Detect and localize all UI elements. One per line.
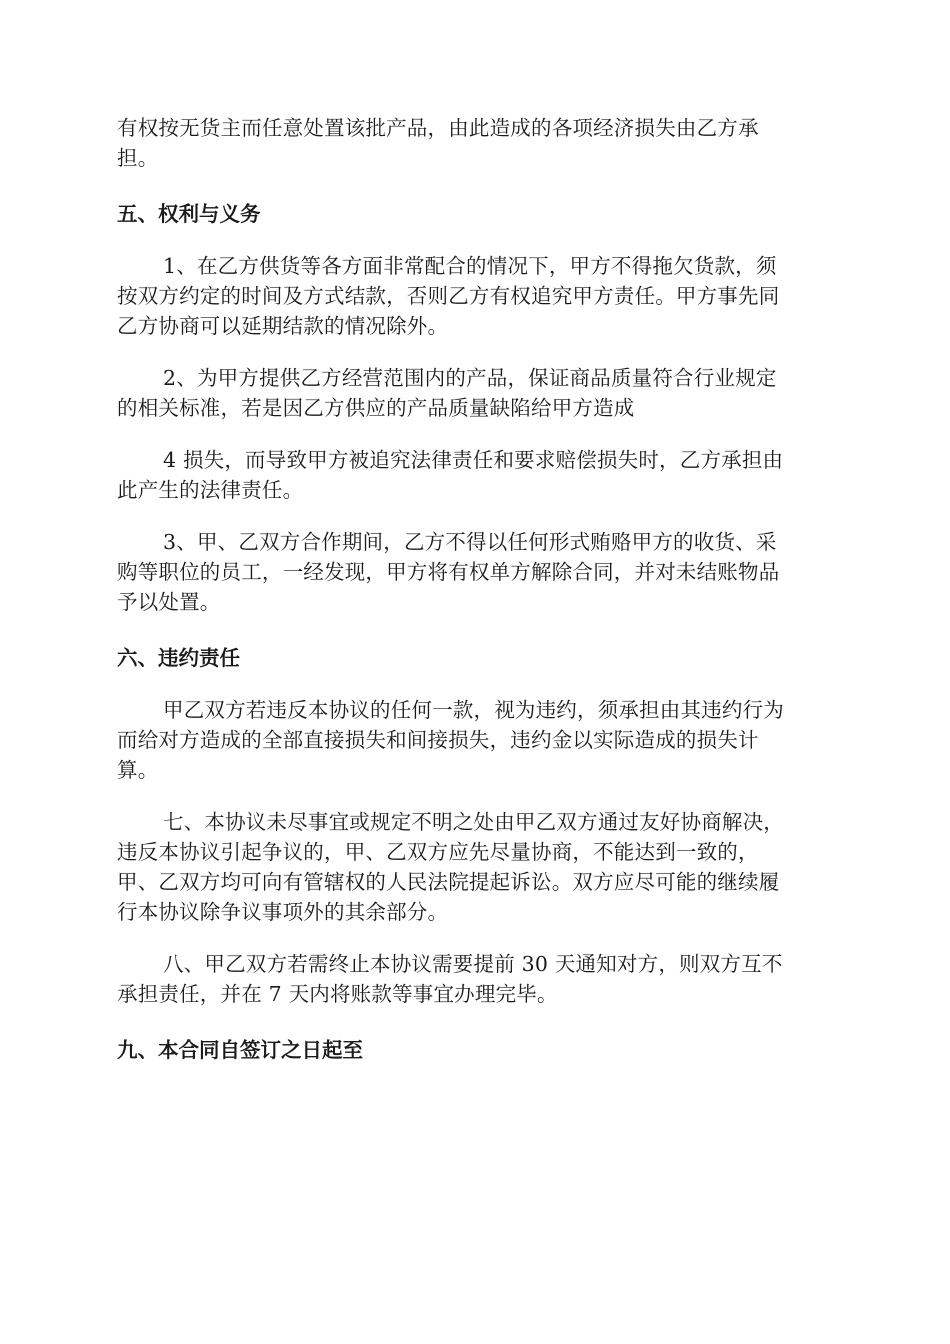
text-line: 的相关标准，若是因乙方供应的产品质量缺陷给甲方造成 [117,396,635,420]
paragraph [117,807,833,927]
text-line: 有权按无货主而任意处置该批产品，由此造成的各项经济损失由乙方承 [117,116,759,140]
text-line: 而给对方造成的全部直接损失和间接损失，违约金以实际造成的损失计 [117,728,759,752]
text-line: 八、甲乙双方若需终止本协议需要提前 30 天通知对方，则双方互不 [163,952,783,976]
section-heading: 九、本合同自签订之日起至 [117,1038,363,1062]
section-heading: 五、权利与义务 [117,202,261,226]
paragraph [117,695,833,785]
text-line: 购等职位的员工，一经发现，甲方将有权单方解除合同，并对未结账物品 [117,560,780,584]
document-page [117,113,833,1065]
text-line: 1、在乙方供货等各方面非常配合的情况下，甲方不得拖欠货款，须 [163,254,777,278]
text-line: 3、甲、乙双方合作期间，乙方不得以任何形式贿赂甲方的收货、采 [163,530,777,554]
text-line: 予以处置。 [117,590,221,614]
text-line: 2、为甲方提供乙方经营范围内的产品，保证商品质量符合行业规定 [163,366,777,390]
text-line: 担。 [117,146,159,170]
text-line: 算。 [117,758,159,782]
paragraph [117,949,833,1009]
paragraph [117,363,833,423]
text-line: 甲、乙双方均可向有管辖权的人民法院提起诉讼。双方应尽可能的继续履 [117,870,780,894]
text-line: 行本协议除争议事项外的其余部分。 [117,900,449,924]
text-line: 违反本协议引起争议的，甲、乙双方应先尽量协商，不能达到一致的， [117,840,759,864]
text-line: 此产生的法律责任。 [117,478,304,502]
text-line: 七、本协议未尽事宜或规定不明之处由甲乙双方通过友好协商解决， [163,810,784,834]
text-line: 按双方约定的时间及方式结款，否则乙方有权追究甲方责任。甲方事先同 [117,284,780,308]
text-line: 甲乙双方若违反本协议的任何一款，视为违约，须承担由其违约行为 [163,698,784,722]
text-line: 承担责任，并在 7 天内将账款等事宜办理完毕。 [117,982,558,1006]
paragraph [117,251,833,341]
paragraph [117,527,833,617]
section-heading: 六、违约责任 [117,646,240,670]
text-line: 4 损失，而导致甲方被追究法律责任和要求赔偿损失时，乙方承担由 [163,448,784,472]
paragraph [117,113,833,173]
text-line: 乙方协商可以延期结款的情况除外。 [117,314,449,338]
paragraph [117,445,833,505]
